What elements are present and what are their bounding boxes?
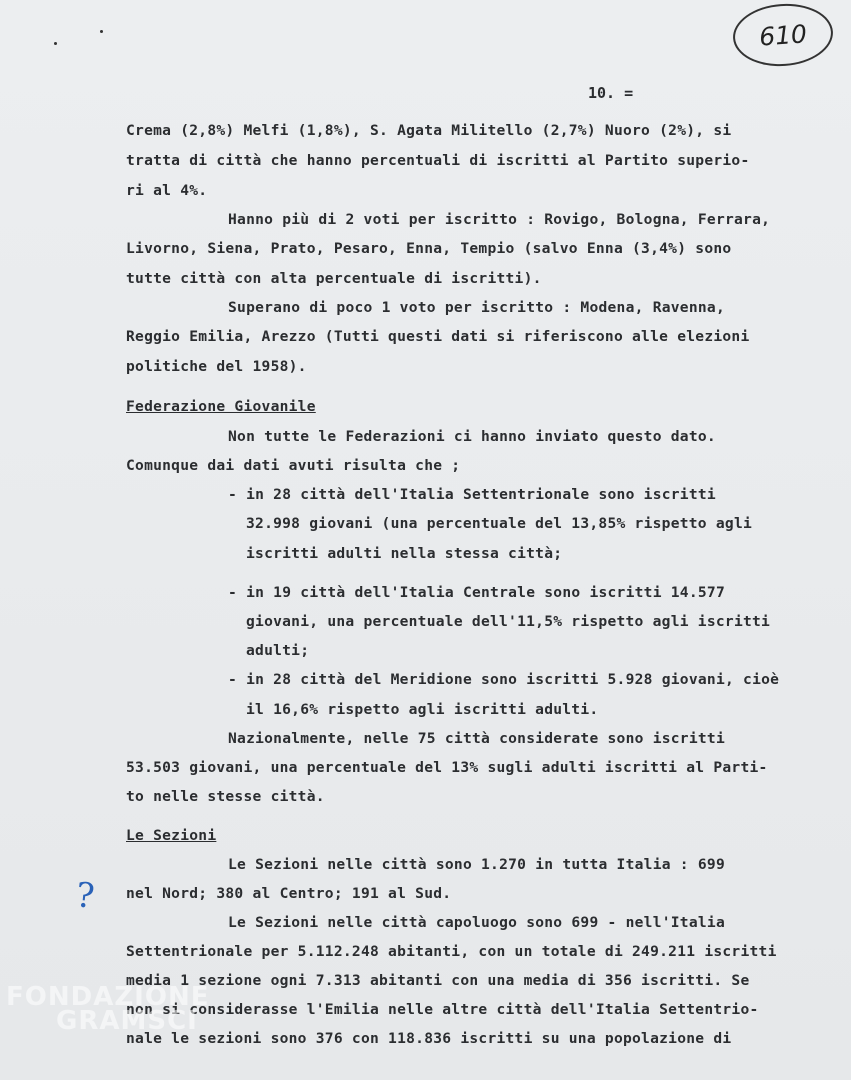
text-line: Nazionalmente, nelle 75 città considerate sono iscritti <box>228 730 725 747</box>
ink-dot <box>100 30 103 33</box>
text-line: Non tutte le Federazioni ci hanno inviato questo dato. <box>228 428 716 445</box>
section-heading: Le Sezioni <box>126 827 217 844</box>
list-item: - in 28 città del Meridione sono iscritti 5.928 giovani, cioè <box>228 671 780 688</box>
page-number: 10. = <box>588 84 634 102</box>
text-line: ri al 4%. <box>126 182 208 199</box>
text-line: Settentrionale per 5.112.248 abitanti, con un totale di 249.211 iscritti <box>126 943 777 960</box>
text-line: Hanno più di 2 voti per iscritto : Rovigo, Bologna, Ferrara, <box>228 211 771 228</box>
handwritten-question-mark: ? <box>73 875 97 917</box>
watermark-line: FONDAZIONE <box>6 982 210 1012</box>
archive-stamp: 610 <box>731 1 835 70</box>
text-line: nale le sezioni sono 376 con 118.836 iscritti su una popolazione di <box>126 1030 732 1047</box>
text-line: Crema (2,8%) Melfi (1,8%), S. Agata Militello (2,7%) Nuoro (2%), si <box>126 122 732 139</box>
text-line: giovani, una percentuale dell'11,5% rispetto agli iscritti <box>246 613 771 630</box>
text-line: non si considerasse l'Emilia nelle altre città dell'Italia Settentrio- <box>126 1001 759 1018</box>
text-line: Superano di poco 1 voto per iscritto : Modena, Ravenna, <box>228 299 725 316</box>
text-line: 53.503 giovani, una percentuale del 13% sugli adulti iscritti al Parti- <box>126 759 768 776</box>
text-line: tutte città con alta percentuale di iscritti). <box>126 270 542 287</box>
text-line: tratta di città che hanno percentuali di iscritti al Partito superio- <box>126 152 750 169</box>
text-line: nel Nord; 380 al Centro; 191 al Sud. <box>126 885 452 902</box>
list-item: - in 28 città dell'Italia Settentrionale sono iscritti <box>228 486 716 503</box>
text-line: iscritti adulti nella stessa città; <box>246 545 563 562</box>
text-line: Le Sezioni nelle città capoluogo sono 699 - nell'Italia <box>228 914 725 931</box>
text-line: Comunque dai dati avuti risulta che ; <box>126 457 461 474</box>
list-item: - in 19 città dell'Italia Centrale sono iscritti 14.577 <box>228 584 725 601</box>
ink-dot <box>54 42 57 45</box>
watermark-line: GRAMSCI <box>56 1006 198 1036</box>
text-line: 32.998 giovani (una percentuale del 13,85% rispetto agli <box>246 515 753 532</box>
text-line: adulti; <box>246 642 310 659</box>
text-line: to nelle stesse città. <box>126 788 325 805</box>
text-line: politiche del 1958). <box>126 358 307 375</box>
text-line: il 16,6% rispetto agli iscritti adulti. <box>246 701 599 718</box>
text-line: Livorno, Siena, Prato, Pesaro, Enna, Tempio (salvo Enna (3,4%) sono <box>126 240 732 257</box>
fondazione-gramsci-watermark <box>6 982 210 1036</box>
text-line: Reggio Emilia, Arezzo (Tutti questi dati si riferiscono alle elezioni <box>126 328 750 345</box>
text-line: media 1 sezione ogni 7.313 abitanti con una media di 356 iscritti. Se <box>126 972 750 989</box>
section-heading: Federazione Giovanile <box>126 398 316 415</box>
text-line: Le Sezioni nelle città sono 1.270 in tutta Italia : 699 <box>228 856 725 873</box>
